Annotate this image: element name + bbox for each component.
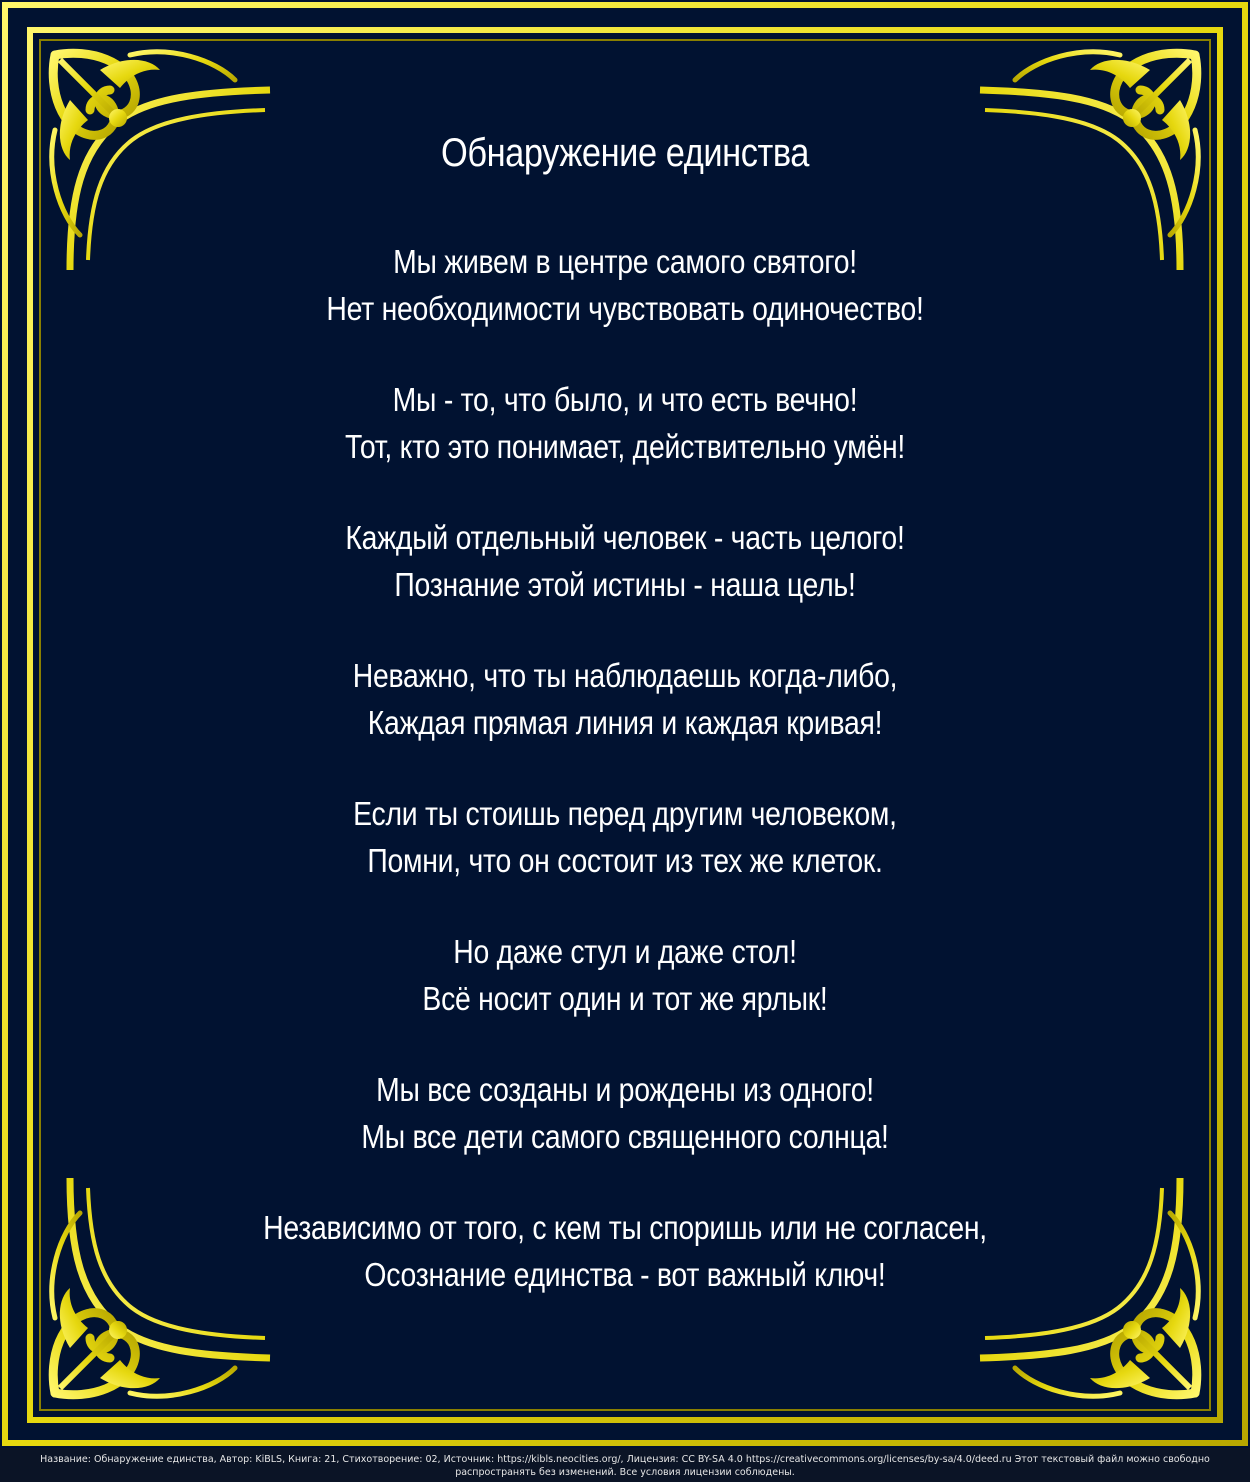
poem-line: Тот, кто это понимает, действительно умён! [344,428,906,465]
poem-line: Познание этой истины - наша цель! [394,566,856,603]
stanza-5 [150,790,1100,884]
stanza-6 [150,928,1100,1022]
stanza-8 [150,1204,1100,1298]
poem-line: Всё носит один и тот же ярлык! [422,980,828,1017]
poem [150,118,1100,1342]
stanza-3 [150,514,1100,608]
poem-line: Мы все созданы и рождены из одного! [376,1071,874,1108]
poem-line: Мы все дети самого священного солнца! [361,1118,889,1155]
poem-line: Но даже стул и даже стол! [453,933,797,970]
license-footer-line-1: Название: Обнаружение единства, Автор: KiBLS, Книга: 21, Стихотворение: 02, Источник: https://kibls.neocities.org/, Лицензия: CC BY-SA 4.0 https://creativecommons.org/licenses/by-sa/4.0/deed.ru Этот текстовый файл можно свободно [40,1454,1210,1465]
poem-line: Помни, что он состоит из тех же клеток. [367,842,883,879]
poem-line: Если ты стоишь перед другим человеком, [353,795,897,832]
poem-line: Нет необходимости чувствовать одиночество! [326,290,924,327]
poem-line: Независимо от того, с кем ты споришь или не согласен, [263,1209,987,1246]
stanza-2 [150,376,1100,470]
poem-line: Осознание единства - вот важный ключ! [364,1256,886,1293]
stanza-1 [150,238,1100,332]
license-footer-line-2: распространять без изменений. Все условия лицензии соблюдены. [455,1467,795,1478]
license-footer [0,1450,1250,1482]
stanza-4 [150,652,1100,746]
poem-line: Каждая прямая линия и каждая кривая! [367,704,883,741]
poem-line: Каждый отдельный человек - часть целого! [345,519,905,556]
stanza-7 [150,1066,1100,1160]
poem-line: Мы - то, что было, и что есть вечно! [392,381,858,418]
poem-title: Обнаружение единства [440,131,809,175]
poem-line: Неважно, что ты наблюдаешь когда-либо, [352,657,898,694]
poem-line: Мы живем в центре самого святого! [393,243,857,280]
